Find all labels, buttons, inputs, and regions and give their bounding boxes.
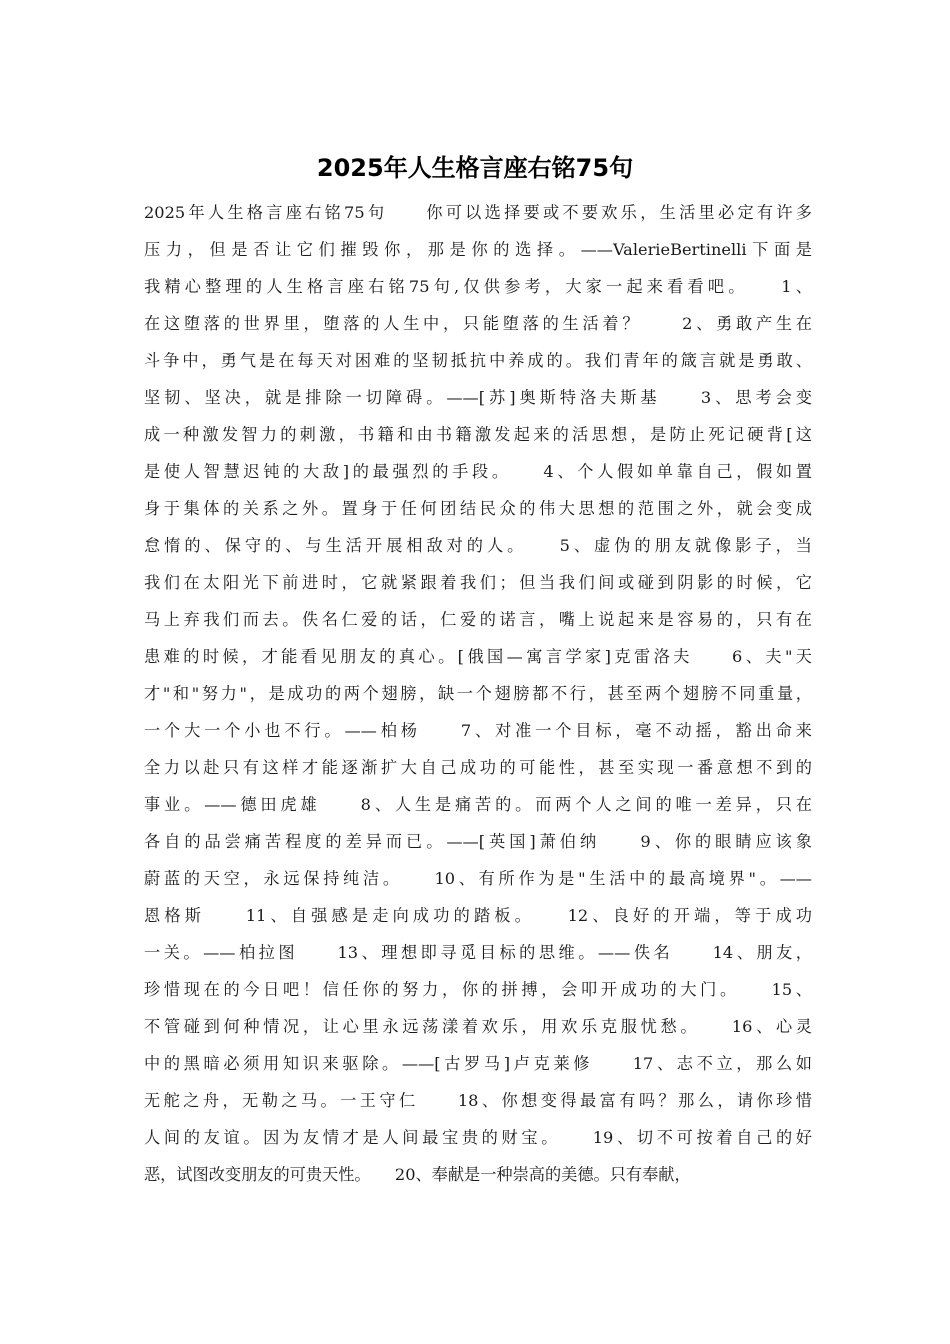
document-body xyxy=(144,198,812,1197)
body-line: 不管碰到何种情况，让心里永远荡漾着欢乐，用欢乐克服忧愁。 16、心灵 xyxy=(144,1017,812,1036)
body-line: 我精心整理的人生格言座右铭75句,仅供参考，大家一起来看看吧。 1、 xyxy=(144,277,812,296)
body-line: 才"和"努力"，是成功的两个翅膀，缺一个翅膀都不行，甚至两个翅膀不同重量， xyxy=(144,684,812,703)
body-line: 怠惰的、保守的、与生活开展相敌对的人。 5、虚伪的朋友就像影子，当 xyxy=(144,536,812,555)
document-title: 2025年人生格言座右铭75句 xyxy=(316,154,634,182)
body-line: 恩格斯 11、自强感是走向成功的踏板。 12、良好的开端，等于成功 xyxy=(144,906,812,925)
body-line: 患难的时候，才能看见朋友的真心。[俄国—寓言学家]克雷洛夫 6、夫"天 xyxy=(144,647,812,666)
body-line: 坚韧、坚决，就是排除一切障碍。——[苏]奥斯特洛夫斯基 3、思考会变 xyxy=(144,388,812,407)
body-line: 人间的友谊。因为友情才是人间最宝贵的财宝。 19、切不可按着自己的好 xyxy=(144,1128,812,1147)
body-line: 无舵之舟，无勒之马。一王守仁 18、你想变得最富有吗？那么，请你珍惜 xyxy=(144,1091,812,1110)
body-line: 2025年人生格言座右铭75句 你可以选择要或不要欢乐，生活里必定有许多 xyxy=(144,203,812,222)
body-line: 马上弃我们而去。佚名仁爱的话，仁爱的诺言，嘴上说起来是容易的，只有在 xyxy=(144,610,812,629)
body-line: 中的黑暗必须用知识来驱除。——[古罗马]卢克莱修 17、志不立，那么如 xyxy=(144,1054,812,1073)
body-line: 一个大一个小也不行。——柏杨 7、对准一个目标，毫不动摇，豁出命来 xyxy=(144,721,812,740)
body-line: 身于集体的关系之外。置身于任何团结民众的伟大思想的范围之外，就会变成 xyxy=(144,499,812,518)
body-line: 事业。——德田虎雄 8、人生是痛苦的。而两个人之间的唯一差异，只在 xyxy=(144,795,812,814)
body-line: 斗争中，勇气是在每天对困难的坚韧抵抗中养成的。我们青年的箴言就是勇敢、 xyxy=(144,351,812,370)
body-line: 全力以赴只有这样才能逐渐扩大自己成功的可能性，甚至实现一番意想不到的 xyxy=(144,758,812,777)
body-line: 蔚蓝的天空，永远保持纯洁。 10、有所作为是"生活中的最高境界"。—— xyxy=(144,869,812,888)
body-line: 成一种激发智力的刺激，书籍和由书籍激发起来的活思想，是防止死记硬背[这 xyxy=(144,425,812,444)
body-line: 压力，但是否让它们摧毁你，那是你的选择。——ValerieBertinelli下面是 xyxy=(144,240,812,259)
body-line: 我们在太阳光下前进时，它就紧跟着我们；但当我们间或碰到阴影的时候，它 xyxy=(144,573,812,592)
body-line: 各自的品尝痛苦程度的差异而已。——[英国]萧伯纳 9、你的眼睛应该象 xyxy=(144,832,812,851)
body-line: 一关。——柏拉图 13、理想即寻觅目标的思维。——佚名 14、朋友， xyxy=(144,943,812,962)
body-line: 珍惜现在的今日吧！信任你的努力，你的拼搏，会叩开成功的大门。 15、 xyxy=(144,980,812,999)
body-line: 是使人智慧迟钝的大敌]的最强烈的手段。 4、个人假如单靠自己，假如置 xyxy=(144,462,812,481)
body-line: 在这堕落的世界里，堕落的人生中，只能堕落的生活着？ 2、勇敢产生在 xyxy=(144,314,812,333)
body-line: 恶，试图改变朋友的可贵天性。 20、奉献是一种崇高的美德。只有奉献， xyxy=(144,1165,691,1184)
